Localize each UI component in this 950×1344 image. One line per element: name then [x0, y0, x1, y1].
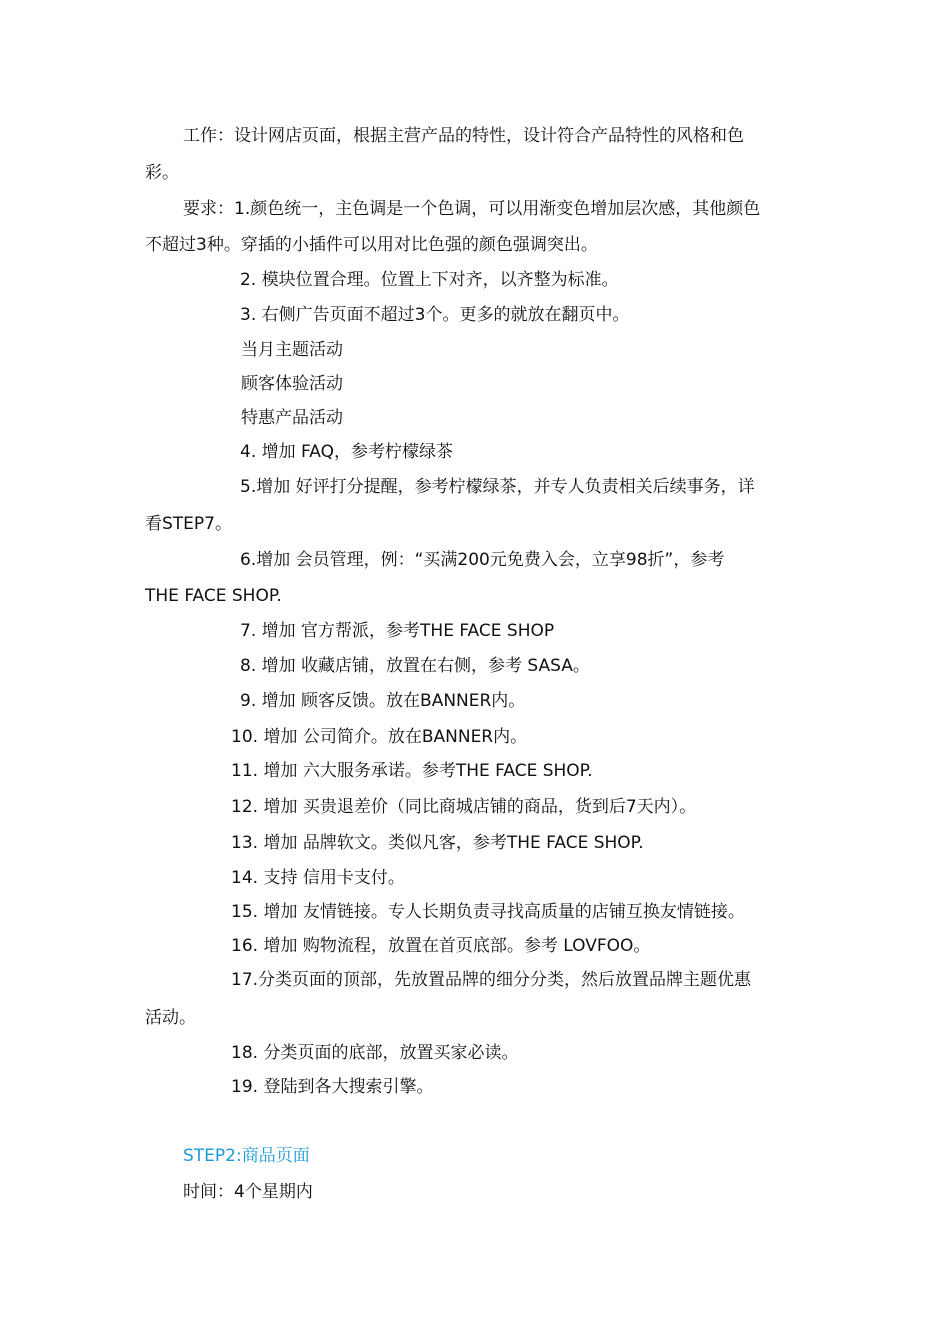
list-item-17-line-2: 活动。 [145, 1008, 196, 1028]
list-item-18: 18. 分类页面的底部，放置买家必读。 [231, 1043, 519, 1063]
list-item-14: 14. 支持 信用卡支付。 [231, 868, 405, 888]
list-item-8: 8. 增加 收藏店铺，放置在右侧，参考 SASA。 [240, 656, 590, 676]
step2-time: 时间：4个星期内 [183, 1182, 313, 1202]
work-line-1: 工作：设计网店页面，根据主营产品的特性，设计符合产品特性的风格和色 [183, 126, 744, 146]
list-item-19: 19. 登陆到各大搜索引擎。 [231, 1077, 434, 1097]
sub-item-special-offer: 特惠产品活动 [241, 408, 343, 428]
list-item-16: 16. 增加 购物流程，放置在首页底部。参考 LOVFOO。 [231, 936, 651, 956]
step2-heading: STEP2:商品页面 [183, 1146, 310, 1166]
list-item-4: 4. 增加 FAQ，参考柠檬绿茶 [240, 442, 453, 462]
list-item-5-line-1: 5.增加 好评打分提醒，参考柠檬绿茶，并专人负责相关后续事务，详 [240, 477, 755, 497]
list-item-12: 12. 增加 买贵退差价（同比商城店铺的商品，货到后7天内）。 [231, 797, 697, 817]
list-item-5-line-2: 看STEP7。 [145, 514, 232, 534]
sub-item-monthly-theme: 当月主题活动 [241, 340, 343, 360]
list-item-17-line-1: 17.分类页面的顶部，先放置品牌的细分分类，然后放置品牌主题优惠 [231, 970, 752, 990]
list-item-9: 9. 增加 顾客反馈。放在BANNER内。 [240, 691, 526, 711]
list-item-7: 7. 增加 官方帮派，参考THE FACE SHOP [240, 621, 555, 641]
list-item-13: 13. 增加 品牌软文。类似凡客，参考THE FACE SHOP. [231, 833, 644, 853]
list-item-10: 10. 增加 公司简介。放在BANNER内。 [231, 727, 528, 747]
list-item-3: 3. 右侧广告页面不超过3个。更多的就放在翻页中。 [240, 305, 630, 325]
list-item-6-line-1: 6.增加 会员管理，例：“买满200元免费入会，立享98折”，参考 [240, 550, 725, 570]
list-item-2: 2. 模块位置合理。位置上下对齐，以齐整为标准。 [240, 270, 619, 290]
list-item-6-line-2: THE FACE SHOP. [145, 586, 282, 606]
list-item-11: 11. 增加 六大服务承诺。参考THE FACE SHOP. [231, 761, 593, 781]
sub-item-customer-experience: 顾客体验活动 [241, 374, 343, 394]
requirement-line-2: 不超过3种。穿插的小插件可以用对比色强的颜色强调突出。 [145, 235, 598, 255]
work-line-2: 彩。 [145, 163, 179, 183]
list-item-15: 15. 增加 友情链接。专人长期负责寻找高质量的店铺互换友情链接。 [231, 902, 745, 922]
requirement-line-1: 要求：1.颜色统一，主色调是一个色调，可以用渐变色增加层次感，其他颜色 [183, 199, 761, 219]
